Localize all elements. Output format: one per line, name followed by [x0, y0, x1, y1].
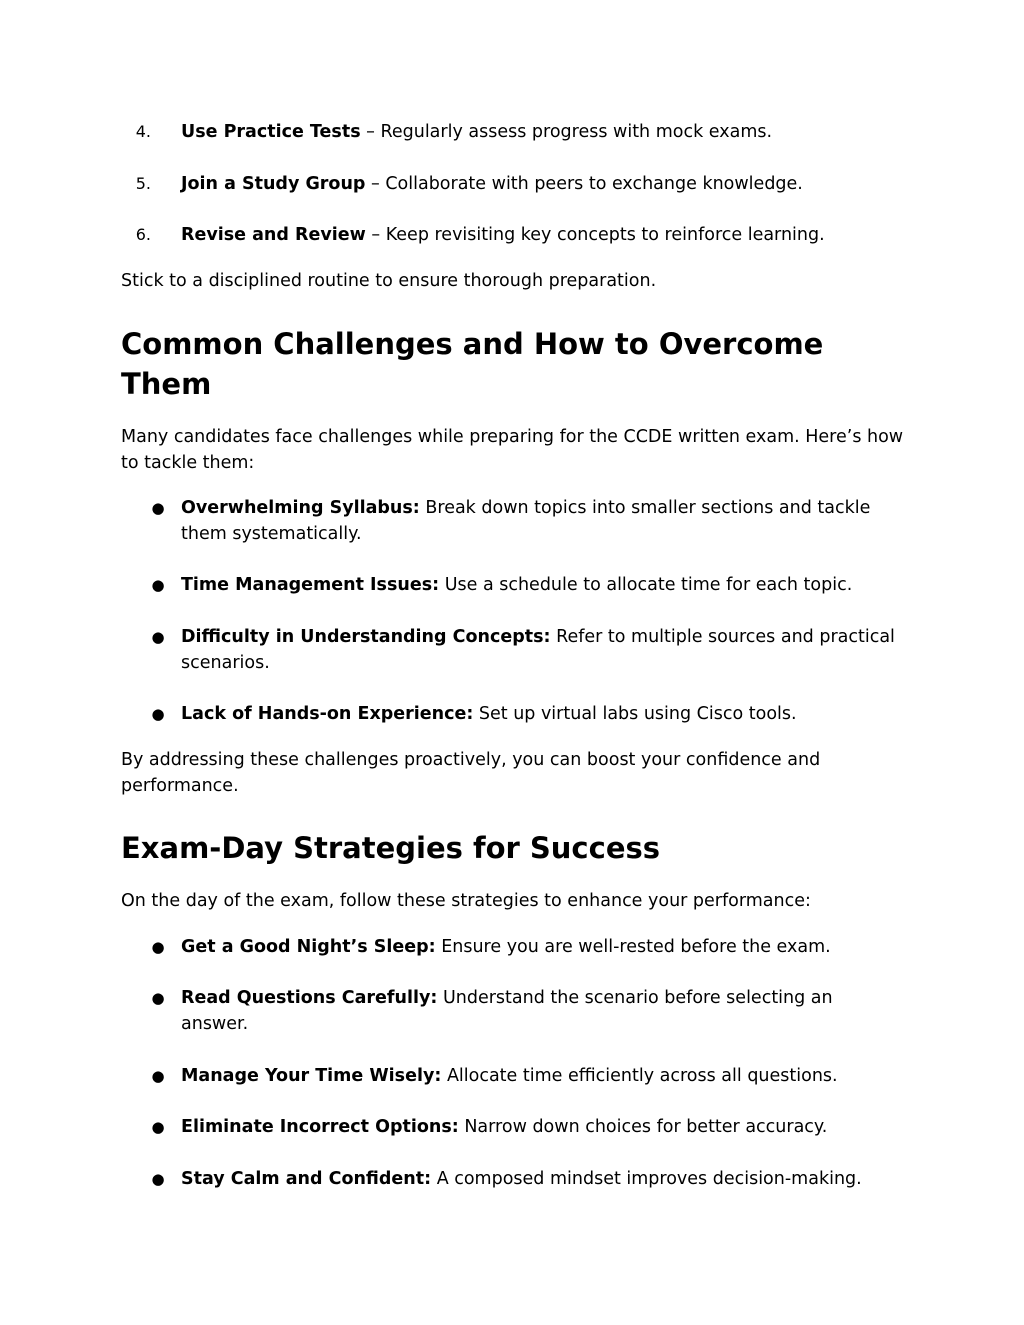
list-item-description: Set up virtual labs using Cisco tools.: [473, 704, 797, 724]
bullet-icon: ●: [151, 499, 165, 517]
list-item-term: Manage Your Time Wisely:: [181, 1066, 442, 1086]
list-number: 5.: [135, 174, 151, 193]
list-item-description: Refer to multiple sources and practical scenarios.: [181, 627, 895, 673]
list-item-description: – Collaborate with peers to exchange knowledge.: [365, 174, 803, 194]
list-item-term: Difficulty in Understanding Concepts:: [181, 627, 551, 647]
bullet-icon: ●: [151, 705, 165, 723]
strategies-section-heading: [121, 828, 911, 868]
list-item-term: Lack of Hands-on Experience:: [181, 704, 474, 724]
bullet-icon: ●: [151, 576, 165, 594]
list-item-text: [181, 624, 901, 676]
section-heading: Exam-Day Strategies for Success: [121, 831, 661, 865]
list-item-text: [181, 222, 901, 248]
bullet-icon: ●: [151, 989, 165, 1007]
list-item-text: [181, 1114, 901, 1140]
list-item-text: [181, 119, 901, 145]
challenges-intro: [121, 424, 911, 476]
list-item-description: – Keep revisiting key concepts to reinforce learning.: [365, 225, 825, 245]
outro-paragraph: By addressing these challenges proactively, you can boost your confidence and performance.: [121, 750, 821, 796]
list-item-term: Read Questions Carefully:: [181, 988, 438, 1008]
list-number: 6.: [135, 225, 151, 244]
list-item-description: Narrow down choices for better accuracy.: [458, 1117, 828, 1137]
section-heading: Common Challenges and How to Overcome Them: [121, 327, 824, 401]
list-item-term: Overwhelming Syllabus:: [181, 498, 420, 518]
list-item-description: A composed mindset improves decision-making.: [431, 1169, 862, 1189]
list-item-term: Get a Good Night’s Sleep:: [181, 937, 436, 957]
list-item-description: Use a schedule to allocate time for each topic.: [439, 575, 853, 595]
list-item-description: Allocate time efficiently across all questions.: [441, 1066, 838, 1086]
bullet-icon: ●: [151, 1067, 165, 1085]
intro-paragraph: Many candidates face challenges while preparing for the CCDE written exam. Here’s how to tackle them:: [121, 427, 904, 473]
challenges-section-heading: [121, 324, 881, 404]
bullet-icon: ●: [151, 628, 165, 646]
list-item-text: [181, 1063, 901, 1089]
list-item-description: – Regularly assess progress with mock exams.: [360, 122, 773, 142]
strategies-intro: [121, 888, 911, 914]
list-item-text: [181, 1166, 901, 1192]
list-item-description: Ensure you are well-rested before the exam.: [435, 937, 831, 957]
list-item-term: Stay Calm and Confident:: [181, 1169, 432, 1189]
bullet-icon: ●: [151, 938, 165, 956]
bullet-icon: ●: [151, 1170, 165, 1188]
list-item-text: [181, 701, 901, 727]
list-item-text: [181, 495, 901, 547]
bullet-icon: ●: [151, 1118, 165, 1136]
list-item-text: [181, 985, 901, 1037]
list-number: 4.: [135, 122, 151, 141]
list-item-term: Join a Study Group: [181, 174, 366, 194]
list-item-text: [181, 934, 901, 960]
list-item-term: Time Management Issues:: [181, 575, 440, 595]
routine-paragraph: [121, 268, 911, 294]
list-item-description: Understand the scenario before selecting an answer.: [181, 988, 833, 1034]
list-item-text: [181, 572, 901, 598]
list-item-term: Eliminate Incorrect Options:: [181, 1117, 459, 1137]
list-item-term: Revise and Review: [181, 225, 366, 245]
list-item-text: [181, 171, 901, 197]
challenges-outro: [121, 747, 891, 799]
list-item-term: Use Practice Tests: [181, 122, 361, 142]
routine-note: Stick to a disciplined routine to ensure thorough preparation.: [121, 271, 657, 291]
intro-paragraph: On the day of the exam, follow these strategies to enhance your performance:: [121, 891, 811, 911]
list-item-description: Break down topics into smaller sections and tackle them systematically.: [181, 498, 871, 544]
